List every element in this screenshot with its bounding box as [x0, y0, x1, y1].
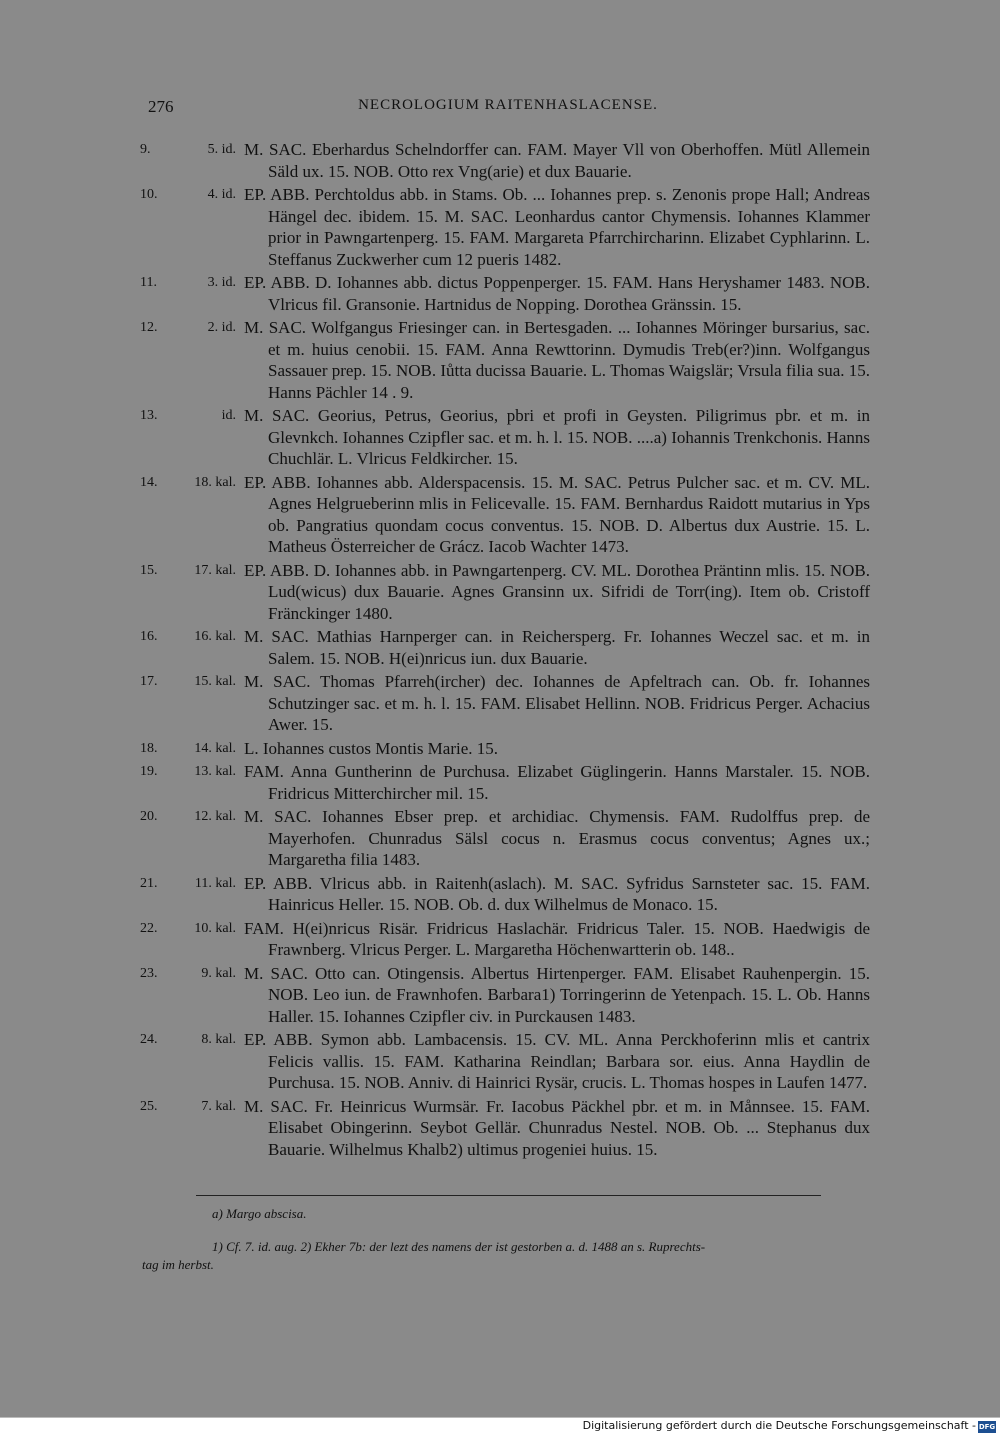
footnote-line: 1) Cf. 7. id. aug. 2) Ekher 7b: der lezt des namens der ist gestorben a. d. 1488 an s. Ruprechts- — [212, 1239, 706, 1254]
entry-row — [140, 761, 870, 804]
entry-number: 24. — [140, 1032, 158, 1047]
entry-text: EP. ABB. Vlricus abb. in Raitenh(aslach). M. SAC. Syfridus Sarnsteter sac. 15. FAM. Hainricus Heller. 15. NOB. Ob. d. dux Wilhelmus de Monaco. 15. — [244, 873, 870, 914]
entry-text: EP. ABB. D. Iohannes abb. in Pawngartenperg. CV. ML. Dorothea Präntinn mlis. 15. NOB. Lud(wicus) dux Bauarie. Agnes Gransinn ux. Sifridi de Torr(ing). Item ob. Cristoff Fränckinger 1480. — [244, 560, 870, 623]
entry-text: M. SAC. Georius, Petrus, Georius, pbri et profi in Geysten. Piligrimus pbr. et m. in Glevnkch. Iohannes Czipfler sac. et m. h. l. 15. NOB. ....a) Iohannis Trenkchonis. Hanns Chuchlär. L. Vlricus Feldkircher. 15. — [244, 406, 870, 468]
entry-row — [140, 139, 870, 182]
entry-row — [140, 472, 870, 558]
page-header — [148, 97, 868, 119]
entry-text: FAM. Anna Guntherinn de Purchusa. Elizabet Güglingerin. Hanns Marstaler. 15. NOB. Fridricus Mitterchircher mil. 15. — [244, 762, 870, 803]
entry-number: 23. — [140, 965, 158, 981]
page-number: 276 — [148, 97, 174, 116]
entry-row — [140, 560, 870, 625]
entry-date: 4. id. — [207, 187, 236, 202]
entry-date: id. — [221, 408, 236, 423]
entry-number: 11. — [140, 275, 157, 290]
entry-date: 2. id. — [207, 320, 236, 335]
footnote-line: tag im herbst. — [142, 1257, 214, 1272]
entry-number: 10. — [140, 187, 158, 202]
entry-number: 9. — [140, 142, 151, 157]
entry-number: 16. — [140, 629, 158, 644]
entry-number: 18. — [140, 740, 158, 756]
entry-text: M. SAC. Fr. Heinricus Wurmsär. Fr. Iacobus Päckhel pbr. et m. in Månnsee. 15. FAM. Elisabet Obingerinn. Seybot Gellär. Chunradus Nestel. NOB. Ob. ... Stephanus dux Bauarie. Wilhelmus Khalb2) ultimus progeniei huius. 15. — [244, 1096, 870, 1159]
footnotes — [142, 1238, 868, 1274]
footnote-rule — [196, 1195, 821, 1196]
footnote-a: a) Margo abscisa. — [212, 1206, 307, 1221]
entry-text: FAM. H(ei)nricus Risär. Fridricus Haslachär. Fridricus Taler. 15. NOB. Haedwigis de Frawnberg. Vlricus Perger. L. Margaretha Höchenwartterin ob. 148.. — [244, 918, 870, 959]
entry-text: M. SAC. Wolfgangus Friesinger can. in Bertesgaden. ... Iohannes Möringer bursarius, sac. et m. huius cenobii. 15. FAM. Anna Rewttorinn. Dymudis Treb(er?)inn. Wolfgangus Sassauer prep. 15. NOB. Iůtta ducissa Bauarie. L. Thomas Waigslär; Vrsula filia sua. 15. Hanns Pächler 14 . 9. — [244, 318, 870, 402]
entry-row — [140, 317, 870, 403]
entry-number: 17. — [140, 674, 158, 689]
entry-text: EP. ABB. Iohannes abb. Alderspacensis. 15. M. SAC. Petrus Pulcher sac. et m. CV. ML. Agnes Helgrueberinn mlis in Felicevalle. 15. FAM. Bernhardus Raidott mutarius in Yps ob. Pangratius quondam cocus conventus. 15. NOB. D. Albertus dux Austrie. 15. L. Matheus Österreicher de Grácz. Iacob Wachter 1473. — [244, 472, 870, 556]
entry-date: 13. kal. — [194, 764, 236, 779]
entry-date: 9. kal. — [201, 965, 236, 981]
entry-row — [140, 1096, 870, 1161]
entry-number: 20. — [140, 809, 158, 824]
entry-row — [140, 184, 870, 270]
entry-row — [140, 671, 870, 736]
credit-bar — [0, 1417, 1000, 1436]
entry-date: 3. id. — [207, 275, 236, 290]
entry-text: EP. ABB. Perchtoldus abb. in Stams. Ob. ... Iohannes prep. s. Zenonis prope Hall; Andreas Hängel dec. ibidem. 15. M. SAC. Leonhardus cantor Chymensis. Iohannes Klammer prior in Pawngartenperg. 15. FAM. Margareta Pfarrchircharinn. Elizabet Cyphlarinn. L. Steffanus Zuckwerher cum 12 pueris 1482. — [244, 185, 870, 269]
running-head: NECROLOGIUM RAITENHASLACENSE. — [358, 97, 658, 113]
entry-date: 7. kal. — [201, 1098, 236, 1114]
entry-text: M. SAC. Iohannes Ebser prep. et archidiac. Chymensis. FAM. Rudolffus prep. de Mayerhofen. Chunradus Sälsl cocus n. Erasmus cocus conventus; Agnes ux.; Margaretha filia 1483. — [244, 807, 870, 869]
entry-text: M. SAC. Eberhardus Schelndorffer can. FAM. Mayer Vll von Oberhoffen. Mütl Allemein Säld ux. 15. NOB. Otto rex Vng(arie) et dux Bauarie. — [244, 140, 870, 181]
entry-date: 11. kal. — [194, 875, 236, 891]
entry-number: 19. — [140, 764, 158, 779]
entry-date: 18. kal. — [194, 474, 236, 490]
entry-date: 15. kal. — [194, 674, 236, 689]
entry-row — [140, 963, 870, 1028]
entry-text: M. SAC. Thomas Pfarreh(ircher) dec. Iohannes de Apfeltrach can. Ob. fr. Iohannes Schutzinger sac. et m. h. l. 15. FAM. Elisabet Hellinn. NOB. Fridricus Perger. Achacius Awer. 15. — [244, 672, 870, 734]
entry-row — [140, 918, 870, 961]
entry-number: 12. — [140, 320, 158, 335]
entry-number: 22. — [140, 920, 158, 936]
entry-number: 14. — [140, 474, 158, 490]
entry-date: 17. kal. — [194, 562, 236, 578]
credit-text: Digitalisierung gefördert durch die Deutsche Forschungsgemeinschaft - — [582, 1419, 976, 1432]
entry-number: 15. — [140, 562, 158, 578]
entry-date: 14. kal. — [194, 740, 236, 756]
entry-row — [140, 806, 870, 871]
entry-text: M. SAC. Otto can. Otingensis. Albertus Hirtenperger. FAM. Elisabet Rauhenpergin. 15. NOB. Leo iun. de Frawnhofen. Barbara1) Torringerinn de Yetenpach. 15. L. Ob. Hanns Haller. 15. Iohannes Czipfler civ. in Purckausen 1483. — [244, 963, 870, 1026]
entry-number: 21. — [140, 875, 158, 891]
dfg-logo: DFG — [978, 1423, 996, 1431]
entry-text: EP. ABB. Symon abb. Lambacensis. 15. CV. ML. Anna Perckhoferinn mlis et cantrix Felicis vallis. 15. FAM. Katharina Reindlan; Barbara sor. eius. Anna Haydlin de Purchusa. 15. NOB. Anniv. di Hainrici Rysär, crucis. L. Thomas hospes in Laufen 1477. — [244, 1030, 870, 1092]
entry-date: 8. kal. — [201, 1032, 236, 1047]
entry-row — [140, 626, 870, 669]
entry-date: 10. kal. — [194, 920, 236, 936]
necrology-entries — [140, 139, 870, 1162]
entry-row — [140, 272, 870, 315]
entry-date: 12. kal. — [194, 809, 236, 824]
entry-number: 25. — [140, 1098, 158, 1114]
entry-date: 16. kal. — [194, 629, 236, 644]
entry-text: L. Iohannes custos Montis Marie. 15. — [244, 738, 499, 758]
entry-text: EP. ABB. D. Iohannes abb. dictus Poppenperger. 15. FAM. Hans Heryshamer 1483. NOB. Vlricus fil. Gransonie. Hartnidus de Nopping. Dorothea Gränssin. 15. — [244, 273, 870, 314]
entry-row — [140, 738, 870, 760]
entry-row — [140, 1029, 870, 1094]
entry-number: 13. — [140, 408, 158, 423]
entry-date: 5. id. — [207, 142, 236, 157]
entry-row — [140, 405, 870, 470]
entry-row — [140, 873, 870, 916]
entry-text: M. SAC. Mathias Harnperger can. in Reichersperg. Fr. Iohannes Weczel sac. et m. in Salem. 15. NOB. H(ei)nricus iun. dux Bauarie. — [244, 627, 870, 668]
